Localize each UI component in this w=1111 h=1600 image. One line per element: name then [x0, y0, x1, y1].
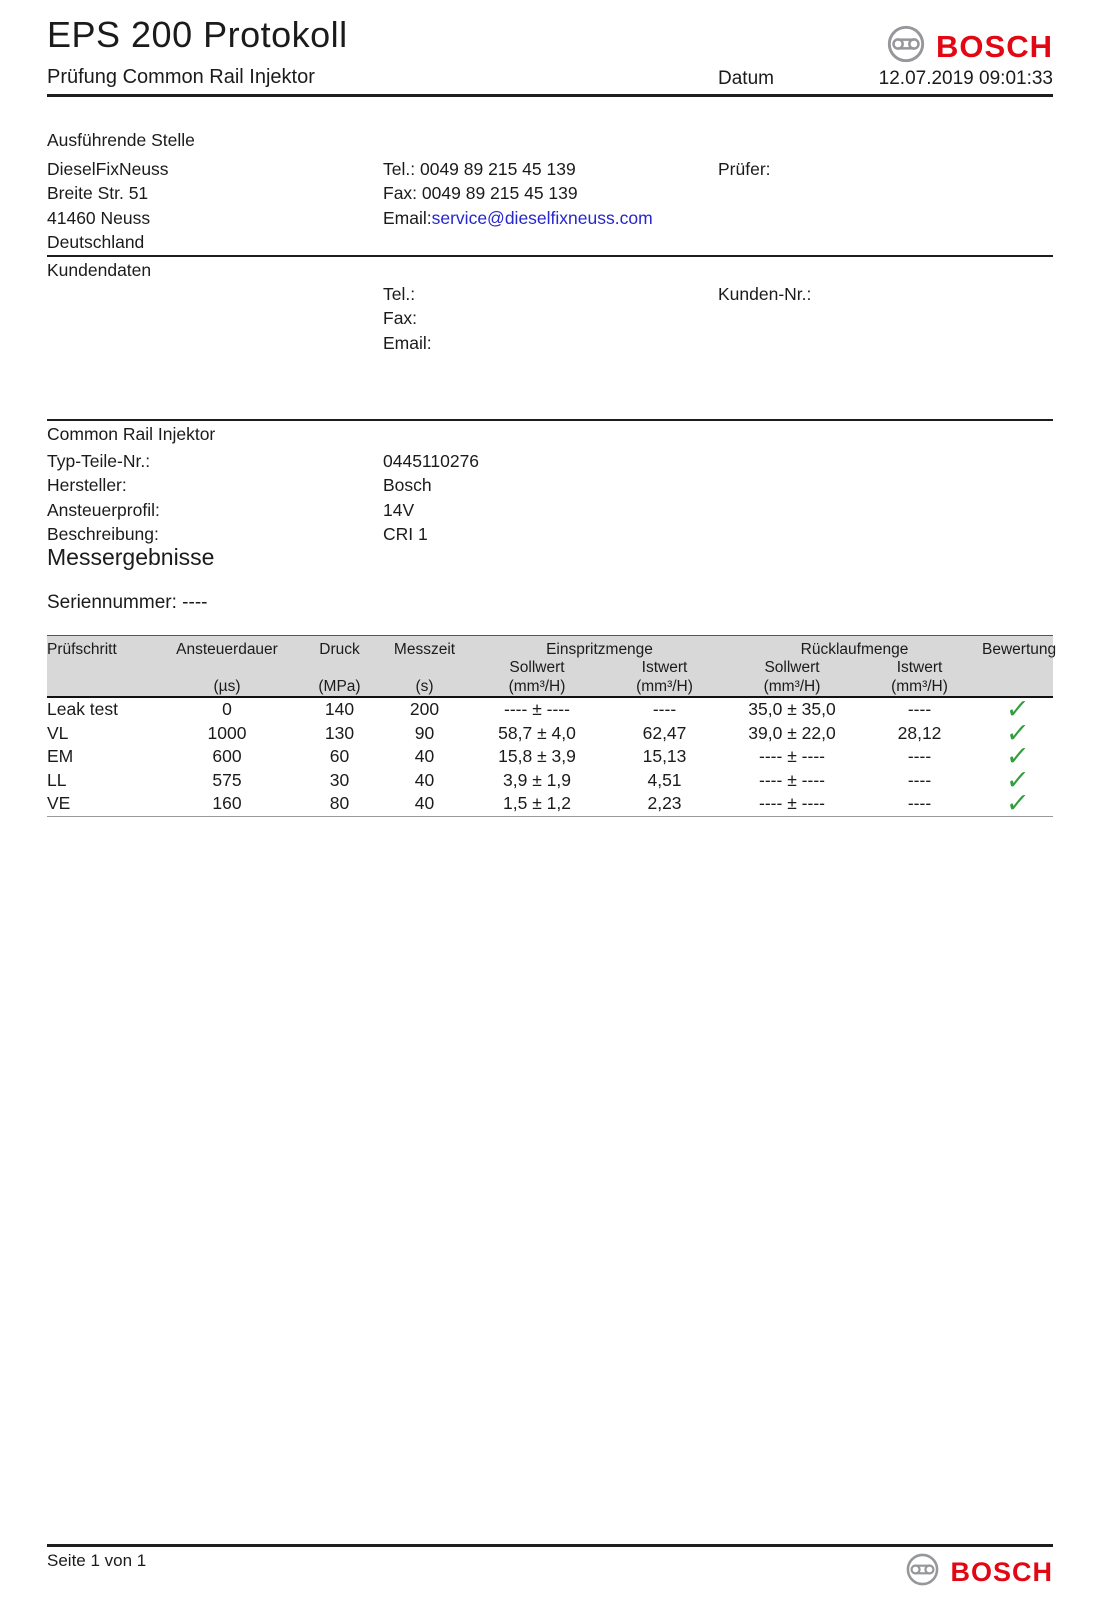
section-divider-1 — [47, 255, 1053, 257]
bosch-logo-header — [886, 24, 1053, 69]
section-ausfuehrende-stelle — [47, 130, 1053, 252]
workshop-email: Email:service@dieselfixneuss.com — [383, 207, 653, 228]
col-druck: Druck — [319, 640, 360, 658]
table-row — [47, 745, 1053, 769]
check-icon: ✓ — [1004, 717, 1031, 749]
cell-pruefschritt: VE — [47, 792, 152, 816]
cell-rck_ist: ---- — [907, 769, 932, 790]
cell-esp_ist: 62,47 — [642, 722, 687, 743]
section-kundendaten — [47, 260, 1053, 353]
col-ansteuerdauer: Ansteuerdauer — [176, 640, 278, 658]
messergebnisse-heading: Messergebnisse — [47, 544, 215, 570]
section-injektor — [47, 424, 1053, 545]
cell-esp_soll: 58,7 ± 4,0 — [498, 722, 576, 743]
workshop-email-link[interactable]: service@dieselfixneuss.com — [431, 207, 653, 228]
cell-druck: 140 — [324, 699, 355, 720]
cell-esp_ist: 15,13 — [642, 746, 687, 767]
cell-ansteuerdauer: 1000 — [207, 722, 247, 743]
cell-pruefschritt: VL — [47, 722, 69, 743]
bosch-armature-icon — [905, 1552, 940, 1592]
cell-rck_soll: 39,0 ± 22,0 — [748, 722, 836, 743]
cell-rck_ist: ---- — [907, 746, 932, 767]
unit-us: (µs) — [152, 677, 302, 697]
kunden-nr-label: Kunden-Nr.: — [718, 284, 812, 304]
cell-rck_soll: ---- ± ---- — [759, 746, 825, 767]
cell-druck: 80 — [302, 792, 377, 816]
header-divider — [47, 94, 1053, 97]
unit-mm3h: (mm³/H) — [472, 677, 602, 697]
cell-esp_soll: ---- ± ---- — [504, 699, 570, 720]
col-esp-sollwert: Sollwert — [509, 659, 565, 676]
page-number: Seite 1 von 1 — [47, 1551, 147, 1570]
injektor-row: Ansteuerprofil: 14V — [47, 499, 415, 520]
page-title: EPS 200 Protokoll — [47, 14, 348, 55]
section-divider-2 — [47, 419, 1053, 421]
footer-divider — [47, 1544, 1053, 1547]
workshop-contact — [383, 157, 653, 230]
cell-pruefschritt: EM — [47, 746, 74, 767]
cell-ansteuerdauer: 600 — [212, 746, 242, 767]
workshop-name: DieselFixNeuss — [47, 159, 169, 179]
injektor-row: Beschreibung: CRI 1 — [47, 524, 428, 545]
bosch-wordmark: BOSCH — [950, 1556, 1053, 1587]
check-icon: ✓ — [1004, 740, 1031, 772]
customer-contact — [383, 282, 432, 355]
cell-messzeit: 200 — [409, 699, 440, 720]
workshop-country: Deutschland — [47, 231, 145, 252]
customer-tel-label: Tel.: — [383, 284, 416, 304]
cell-messzeit: 90 — [414, 722, 435, 743]
cell-esp_ist: ---- — [652, 699, 677, 720]
unit-mm3h: (mm³/H) — [727, 677, 857, 697]
cell-esp_soll: 1,5 ± 1,2 — [472, 792, 602, 816]
check-icon: ✓ — [1004, 693, 1031, 725]
cell-esp_soll: 15,8 ± 3,9 — [498, 746, 576, 767]
cell-druck: 130 — [324, 722, 355, 743]
workshop-street: Breite Str. 51 — [47, 183, 149, 204]
results-table — [47, 635, 1057, 819]
results-table-header — [47, 636, 1057, 698]
check-icon: ✓ — [981, 792, 1055, 816]
cell-esp_ist: 2,23 — [602, 792, 727, 816]
bosch-logo-footer — [905, 1552, 1053, 1592]
cell-esp_ist: 4,51 — [647, 769, 682, 790]
col-ruecklaufmenge: Rücklaufmenge — [800, 640, 909, 658]
unit-mm3h: (mm³/H) — [857, 677, 982, 697]
cell-esp_soll: 3,9 ± 1,9 — [503, 769, 571, 790]
datum-label: Datum — [718, 68, 774, 89]
results-table-body — [47, 693, 1053, 819]
cell-rck_ist: 28,12 — [897, 722, 942, 743]
section-heading: Ausführende Stelle — [47, 130, 195, 150]
injektor-details — [47, 449, 479, 547]
cell-rck_ist: ---- — [857, 792, 982, 816]
cell-ansteuerdauer: 0 — [222, 699, 232, 720]
unit-s: (s) — [377, 677, 472, 697]
cell-rck_soll: ---- ± ---- — [759, 769, 825, 790]
customer-email-label: Email: — [383, 332, 432, 353]
injektor-row: Typ-Teile-Nr.: 0445110276 — [47, 451, 480, 471]
unit-mpa: (MPa) — [302, 677, 377, 697]
cell-ansteuerdauer: 160 — [152, 792, 302, 816]
table-row — [47, 722, 1053, 746]
cell-messzeit: 40 — [377, 792, 472, 816]
cell-messzeit: 40 — [414, 769, 435, 790]
col-einspritzmenge: Einspritzmenge — [546, 640, 653, 658]
table-row — [47, 697, 1053, 722]
workshop-fax: Fax: 0049 89 215 45 139 — [383, 183, 578, 204]
bosch-wordmark: BOSCH — [936, 28, 1053, 64]
workshop-city: 41460 Neuss — [47, 207, 151, 228]
col-esp-istwert: Istwert — [641, 659, 688, 676]
col-pruefschritt: Prüfschritt — [47, 640, 117, 658]
seriennummer: Seriennummer: ---- — [47, 592, 208, 613]
customer-fax-label: Fax: — [383, 308, 418, 329]
workshop-address — [47, 157, 169, 254]
cell-rck_soll: ---- ± ---- — [727, 792, 857, 816]
cell-ansteuerdauer: 575 — [212, 769, 242, 790]
table-row — [47, 769, 1053, 793]
cell-pruefschritt: Leak test — [47, 699, 119, 720]
col-messzeit: Messzeit — [393, 640, 456, 658]
cell-messzeit: 40 — [414, 746, 435, 767]
section-heading: Kundendaten — [47, 260, 152, 280]
cell-druck: 30 — [329, 769, 350, 790]
cell-rck_ist: ---- — [907, 699, 932, 720]
workshop-tel: Tel.: 0049 89 215 45 139 — [383, 159, 576, 179]
injektor-row: Hersteller: Bosch — [47, 475, 432, 496]
col-bewertung: Bewertung — [982, 640, 1057, 658]
table-row — [47, 792, 1053, 816]
report-subtitle: Prüfung Common Rail Injektor — [47, 66, 315, 88]
section-heading: Common Rail Injektor — [47, 424, 216, 444]
cell-rck_soll: 35,0 ± 35,0 — [748, 699, 836, 720]
col-rck-sollwert: Sollwert — [764, 659, 820, 676]
unit-mm3h: (mm³/H) — [602, 677, 727, 697]
col-rck-istwert: Istwert — [896, 659, 943, 676]
check-icon: ✓ — [1004, 764, 1031, 796]
cell-pruefschritt: LL — [47, 769, 67, 790]
datum-value: 12.07.2019 09:01:33 — [878, 68, 1053, 89]
pruefer-label: Prüfer: — [718, 159, 771, 179]
bosch-armature-icon — [886, 24, 926, 69]
cell-druck: 60 — [329, 746, 350, 767]
